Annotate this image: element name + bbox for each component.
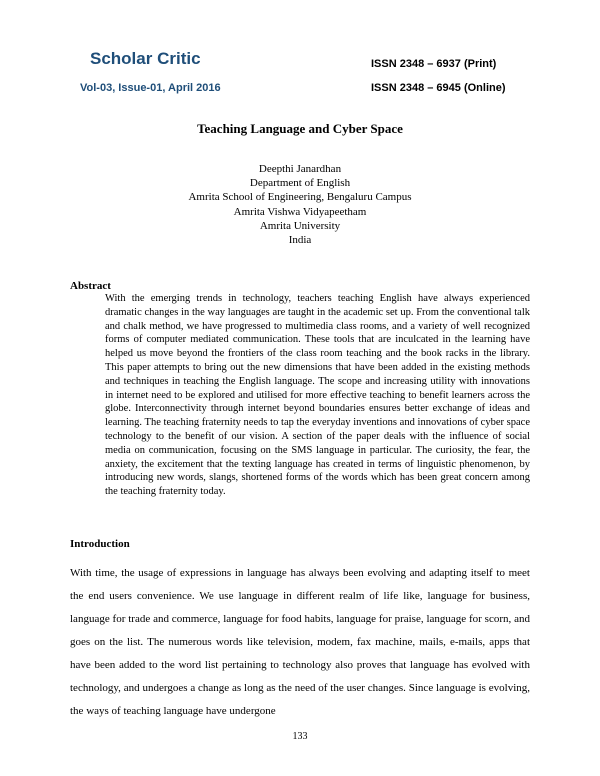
journal-name: Scholar Critic [90,49,201,68]
abstract-text: With the emerging trends in technology, teachers teaching English have always experienced dramatic changes in the way languages are taught in the academic set up. From the conventional talk and chalk method, we have progressed to multimedia class rooms, and a variety of well recognized forms of computer mediated communication. These tools that are inculcated in the learning have helped us move beyond the frontiers of the class room teaching and the book racks in the library. This paper attempts to bring out the new dimensions that have been added in the existing methods and techniques in teaching the English language. The scope and increasing utility with innovations in internet need to be explored and utilised for more effective teaching to benefit learners across the globe. Interconnectivity through internet beyond boundaries ensures better exchange of ideas and learning. The teaching fraternity needs to tap the everyday inventions and innovations of cyber space technology to the benefit of our vision. A section of the paper deals with the influence of social media on communication, focusing on the SMS language in particular. The curiosity, the fear, the anxiety, the excitement that the texting language has created in terms of linguistic phenomenon, by introducing new words, slangs, shortened forms of the words which has been great concern among the teaching fraternity today. [105,293,530,498]
abstract-heading: Abstract [70,280,111,292]
journal-volume-issue: Vol-03, Issue-01, April 2016 [80,82,221,94]
author-university: Amrita University [259,219,341,232]
paper-title: Teaching Language and Cyber Space [197,121,403,136]
page-number: 133 [292,731,308,742]
author-department: Department of English [249,177,351,190]
issn-print: ISSN 2348 – 6937 (Print) [371,58,497,70]
author-school: Amrita School of Engineering, Bengaluru Campus [188,191,412,204]
author-name: Deepthi Janardhan [258,163,342,175]
issn-online: ISSN 2348 – 6945 (Online) [371,82,506,94]
introduction-heading: Introduction [70,538,130,550]
introduction-text: With time, the usage of expressions in language has always been evolving and adapting itself to meet the end users convenience. We use language in different realm of life like, language for business, language for trade and commerce, language for food habits, language for praise, language for scorn, and goes on the list. The numerous words like television, modem, fax machine, mails, e-mails, apps that have been added to the word list pertaining to technology also proves that language has evolved with technology, and undergoes a change as long as the need of the user changes. Since language is evolving, the ways of teaching language have undergone [70,567,530,717]
author-institution: Amrita Vishwa Vidyapeetham [233,205,367,218]
author-block [0,162,600,247]
author-country: India [288,234,312,247]
